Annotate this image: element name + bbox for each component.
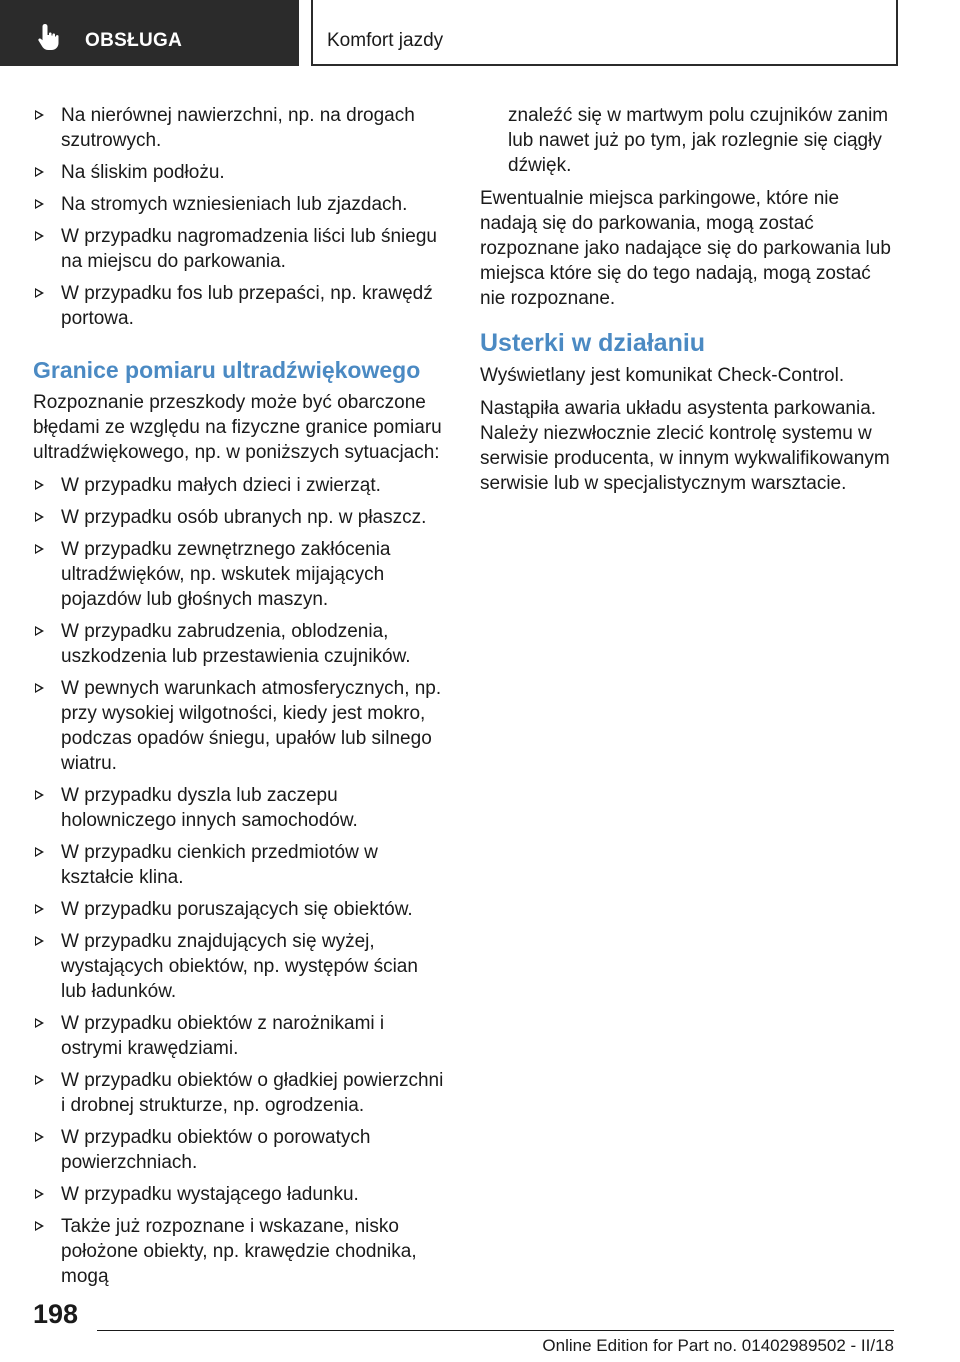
section-label: OBSŁUGA [85,30,183,51]
triangle-bullet-icon [35,1221,44,1231]
list-item-text: W przypadku zewnętrznego zakłócenia ultradźwięków, np. wskutek mijających pojazdów lub głośnych maszyn. [61,539,391,610]
list-item [33,281,447,331]
list-item-text: W przypadku cienkich przedmiotów w kształcie klina. [61,842,378,888]
triangle-bullet-icon [35,1132,44,1142]
hand-pointer-icon [34,22,64,52]
continuation-text: znaleźć się w martwym polu czujników zanim lub nawet już po tym, jak rozlegnie się ciągły dźwięk. [508,105,889,176]
list-item [33,1011,447,1061]
list-item [33,103,447,153]
list-item-text: W przypadku znajdujących się wyżej, wystających obiektów, np. występów ścian lub ładunków. [61,931,418,1002]
list-item [33,676,447,776]
list-item [33,505,447,530]
list-item [33,473,447,498]
triangle-bullet-icon [35,231,44,241]
list-item [33,619,447,669]
list-item-text: W przypadku obiektów z narożnikami i ostrymi krawędziami. [61,1013,385,1059]
list-item-text: Na nierównej nawierzchni, np. na drogach szutrowych. [61,105,415,151]
footer-divider [97,1330,894,1331]
situation-list [33,103,447,331]
list-item [33,192,447,217]
section-heading-ultrasonic-limits: Granice pomiaru ultradźwiękowego [33,357,421,383]
list-item [33,537,447,612]
page-number: 198 [33,1299,79,1329]
triangle-bullet-icon [35,110,44,120]
triangle-bullet-icon [35,1189,44,1199]
triangle-bullet-icon [35,167,44,177]
intro-paragraph: Rozpoznanie przeszkody może być obarczone błędami ze względu na fizyczne granice pomiaru ultradźwiękowego, np. w poniższych sytuacjach: [33,392,442,463]
list-item-text: W przypadku nagromadzenia liści lub śniegu na miejscu do parkowania. [61,226,437,272]
section-heading-malfunctions: Usterki w działaniu [480,329,706,357]
triangle-bullet-icon [35,512,44,522]
list-item [33,783,447,833]
triangle-bullet-icon [35,480,44,490]
chapter-header [311,0,898,66]
list-item [33,929,447,1004]
triangle-bullet-icon [35,790,44,800]
triangle-bullet-icon [35,847,44,857]
left-column [33,103,447,1296]
list-item-text: Także już rozpoznane i wskazane, nisko położone obiekty, np. krawędzie chodnika, mogą [61,1216,417,1287]
list-item-text: W przypadku wystającego ładunku. [61,1184,359,1205]
list-item-text: W przypadku małych dzieci i zwierząt. [61,475,381,496]
list-item-text: W przypadku zabrudzenia, oblodzenia, uszkodzenia lub przestawienia czujników. [61,621,411,667]
triangle-bullet-icon [35,626,44,636]
failure-paragraph: Nastąpiła awaria układu asystenta parkowania. Należy niezwłocznie zlecić kontrolę systemu w serwisie producenta, w innym wykwalifikowanym serwisie lub w specjalistycznym warsztacie. [480,398,890,494]
list-item [33,897,447,922]
triangle-bullet-icon [35,1075,44,1085]
chapter-title: Komfort jazdy [327,30,444,51]
list-item [33,840,447,890]
list-item [33,224,447,274]
list-item-text: W przypadku dyszla lub zaczepu holowniczego innych samochodów. [61,785,358,831]
parking-spaces-paragraph: Ewentualnie miejsca parkingowe, które nie nadają się do parkowania, mogą zostać rozpoznane jako nadające się do parkowania lub miejsca które się do tego nadają, mogą zostać nie rozpoznane. [480,188,891,309]
triangle-bullet-icon [35,683,44,693]
check-control-paragraph: Wyświetlany jest komunikat Check-Control. [480,365,845,386]
list-item-text: W przypadku fos lub przepaści, np. krawędź portowa. [61,283,433,329]
triangle-bullet-icon [35,288,44,298]
list-item-text: W pewnych warunkach atmosferycznych, np. przy wysokiej wilgotności, kiedy jest mokro, podczas opadów śniegu, upałów lub silnego wiatru. [61,678,442,774]
list-item-text: W przypadku obiektów o gładkiej powierzchni i drobnej strukturze, np. ogrodzenia. [61,1070,444,1116]
triangle-bullet-icon [35,936,44,946]
section-tab [0,0,299,66]
list-item [33,1125,447,1175]
list-item-text: W przypadku obiektów o porowatych powierzchniach. [61,1127,371,1173]
list-item [33,1182,447,1207]
edition-note: Online Edition for Part no. 01402989502 - II/18 [542,1336,894,1355]
triangle-bullet-icon [35,1018,44,1028]
list-item [33,1214,447,1289]
triangle-bullet-icon [35,544,44,554]
list-item-text: W przypadku osób ubranych np. w płaszcz. [61,507,427,528]
limits-list [33,473,447,1289]
list-item-text: W przypadku poruszających się obiektów. [61,899,413,920]
triangle-bullet-icon [35,199,44,209]
list-item [33,1068,447,1118]
triangle-bullet-icon [35,904,44,914]
right-column [480,103,894,504]
list-item-text: Na stromych wzniesieniach lub zjazdach. [61,194,408,215]
list-item [33,160,447,185]
list-item-text: Na śliskim podłożu. [61,162,225,183]
